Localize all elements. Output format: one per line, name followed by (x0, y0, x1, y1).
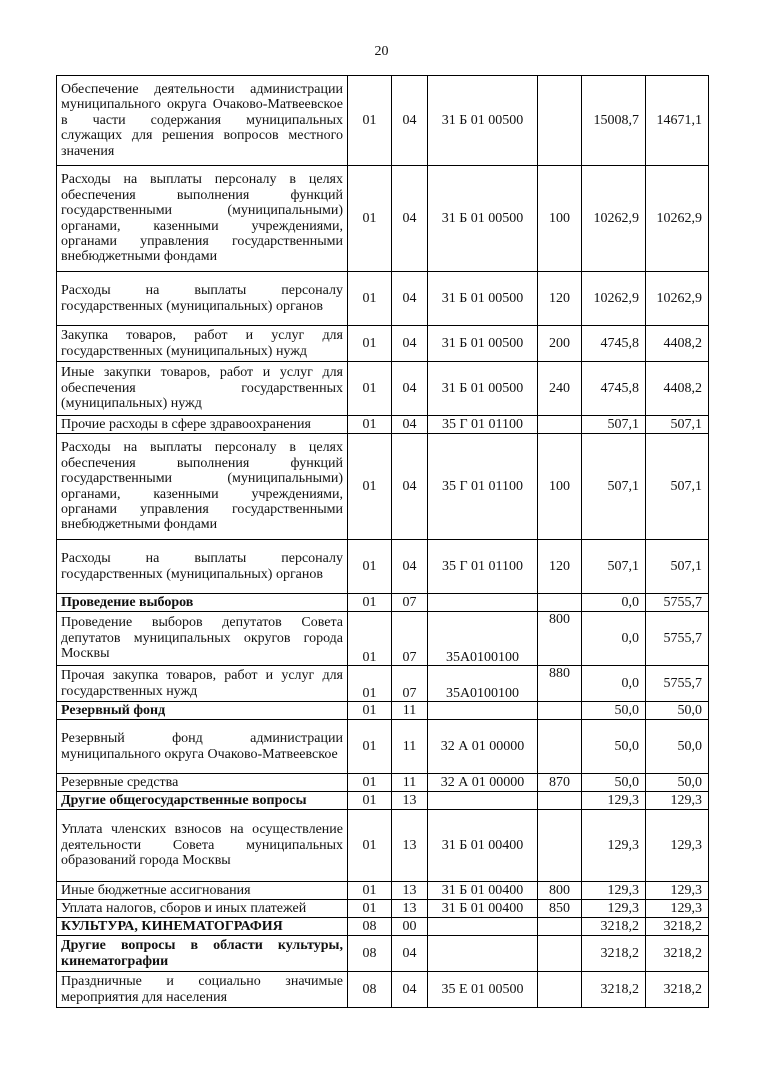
section-code-cell: 01 (348, 882, 392, 900)
amount-year1-cell: 10262,9 (582, 166, 646, 272)
section-code-cell: 01 (348, 434, 392, 540)
table-row (57, 612, 709, 666)
amount-year2-cell: 10262,9 (646, 272, 709, 326)
target-article-cell: 35А0100100 (428, 666, 538, 702)
section-code-cell: 01 (348, 362, 392, 416)
expense-name-cell: Расходы на выплаты персоналу государственных (муниципальных) органов (57, 272, 348, 326)
expense-name-cell: Расходы на выплаты персоналу в целях обеспечения выполнения функций государственными (муниципальными) органами, казенными учреждениями, органами управления государственными внебюджетными фондами (57, 434, 348, 540)
page-number: 20 (374, 44, 389, 59)
amount-year2-cell: 507,1 (646, 540, 709, 594)
subsection-code-cell: 11 (392, 702, 428, 720)
budget-table-body (57, 76, 709, 1008)
expense-type-cell: 880 (538, 666, 582, 702)
amount-year1-cell: 4745,8 (582, 326, 646, 362)
target-article-cell: 32 А 01 00000 (428, 774, 538, 792)
expense-name-cell: Другие вопросы в области культуры, кинематографии (57, 936, 348, 972)
target-article-cell: 31 Б 01 00400 (428, 882, 538, 900)
table-row (57, 702, 709, 720)
section-code-cell: 08 (348, 918, 392, 936)
subsection-code-cell: 11 (392, 774, 428, 792)
expense-type-cell: 120 (538, 272, 582, 326)
expense-name-cell: Проведение выборов (57, 594, 348, 612)
target-article-cell (428, 594, 538, 612)
section-code-cell: 01 (348, 272, 392, 326)
section-code-cell: 01 (348, 540, 392, 594)
expense-type-cell: 870 (538, 774, 582, 792)
target-article-cell (428, 936, 538, 972)
expense-type-cell (538, 416, 582, 434)
expense-type-cell (538, 810, 582, 882)
amount-year1-cell: 129,3 (582, 882, 646, 900)
amount-year2-cell: 4408,2 (646, 326, 709, 362)
target-article-cell (428, 792, 538, 810)
target-article-cell: 35 Г 01 01100 (428, 434, 538, 540)
table-row (57, 720, 709, 774)
target-article-cell: 31 Б 01 00500 (428, 76, 538, 166)
amount-year1-cell: 3218,2 (582, 936, 646, 972)
target-article-cell: 35 Г 01 01100 (428, 416, 538, 434)
amount-year1-cell: 129,3 (582, 792, 646, 810)
expense-name-cell: Резервные средства (57, 774, 348, 792)
table-row (57, 76, 709, 166)
expense-name-cell: Праздничные и социально значимые мероприятия для населения (57, 972, 348, 1008)
expense-type-cell (538, 594, 582, 612)
table-row (57, 666, 709, 702)
section-code-cell: 01 (348, 166, 392, 272)
amount-year1-cell: 3218,2 (582, 918, 646, 936)
subsection-code-cell: 04 (392, 76, 428, 166)
expense-name-cell: КУЛЬТУРА, КИНЕМАТОГРАФИЯ (57, 918, 348, 936)
table-row (57, 166, 709, 272)
subsection-code-cell: 13 (392, 882, 428, 900)
amount-year1-cell: 15008,7 (582, 76, 646, 166)
amount-year1-cell: 50,0 (582, 774, 646, 792)
target-article-cell: 31 Б 01 00500 (428, 362, 538, 416)
target-article-cell: 35 Г 01 01100 (428, 540, 538, 594)
amount-year2-cell: 5755,7 (646, 594, 709, 612)
amount-year2-cell: 129,3 (646, 810, 709, 882)
amount-year2-cell: 507,1 (646, 416, 709, 434)
table-row (57, 918, 709, 936)
table-row (57, 540, 709, 594)
amount-year2-cell: 507,1 (646, 434, 709, 540)
expense-name-cell: Уплата налогов, сборов и иных платежей (57, 900, 348, 918)
subsection-code-cell: 07 (392, 612, 428, 666)
subsection-code-cell: 07 (392, 594, 428, 612)
expense-type-cell (538, 918, 582, 936)
subsection-code-cell: 04 (392, 936, 428, 972)
section-code-cell: 08 (348, 972, 392, 1008)
expense-type-cell (538, 702, 582, 720)
target-article-cell: 32 А 01 00000 (428, 720, 538, 774)
expense-type-cell: 120 (538, 540, 582, 594)
subsection-code-cell: 11 (392, 720, 428, 774)
amount-year2-cell: 5755,7 (646, 612, 709, 666)
expense-name-cell: Обеспечение деятельности администрации муниципального округа Очаково-Матвеевское в части содержания муниципальных служащих для решения вопросов местного значения (57, 76, 348, 166)
expense-type-cell: 100 (538, 166, 582, 272)
expense-type-cell (538, 936, 582, 972)
target-article-cell: 31 Б 01 00400 (428, 900, 538, 918)
subsection-code-cell: 04 (392, 326, 428, 362)
section-code-cell: 01 (348, 666, 392, 702)
expense-type-cell (538, 720, 582, 774)
expense-name-cell: Иные бюджетные ассигнования (57, 882, 348, 900)
expense-type-cell (538, 972, 582, 1008)
section-code-cell: 01 (348, 326, 392, 362)
expense-name-cell: Иные закупки товаров, работ и услуг для обеспечения государственных (муниципальных) нужд (57, 362, 348, 416)
amount-year2-cell: 4408,2 (646, 362, 709, 416)
table-row (57, 972, 709, 1008)
amount-year1-cell: 10262,9 (582, 272, 646, 326)
target-article-cell: 31 Б 01 00400 (428, 810, 538, 882)
table-row (57, 792, 709, 810)
expense-type-cell: 800 (538, 612, 582, 666)
amount-year2-cell: 3218,2 (646, 972, 709, 1008)
amount-year1-cell: 507,1 (582, 434, 646, 540)
table-row (57, 594, 709, 612)
budget-table (56, 75, 709, 1008)
subsection-code-cell: 13 (392, 900, 428, 918)
subsection-code-cell: 13 (392, 792, 428, 810)
amount-year1-cell: 507,1 (582, 540, 646, 594)
target-article-cell (428, 918, 538, 936)
expense-type-cell: 850 (538, 900, 582, 918)
expense-type-cell: 100 (538, 434, 582, 540)
subsection-code-cell: 04 (392, 540, 428, 594)
expense-name-cell: Резервный фонд (57, 702, 348, 720)
subsection-code-cell: 04 (392, 272, 428, 326)
table-row (57, 362, 709, 416)
amount-year2-cell: 3218,2 (646, 918, 709, 936)
section-code-cell: 01 (348, 76, 392, 166)
table-row (57, 882, 709, 900)
amount-year2-cell: 129,3 (646, 882, 709, 900)
section-code-cell: 01 (348, 720, 392, 774)
target-article-cell (428, 702, 538, 720)
expense-name-cell: Прочая закупка товаров, работ и услуг для государственных нужд (57, 666, 348, 702)
expense-name-cell: Расходы на выплаты персоналу в целях обеспечения выполнения функций государственными (муниципальными) органами, казенными учреждениями, органами управления государственными внебюджетными фондами (57, 166, 348, 272)
section-code-cell: 01 (348, 900, 392, 918)
expense-name-cell: Прочие расходы в сфере здравоохранения (57, 416, 348, 434)
subsection-code-cell: 04 (392, 166, 428, 272)
table-row (57, 272, 709, 326)
expense-name-cell: Другие общегосударственные вопросы (57, 792, 348, 810)
amount-year1-cell: 507,1 (582, 416, 646, 434)
target-article-cell: 31 Б 01 00500 (428, 166, 538, 272)
amount-year2-cell: 129,3 (646, 900, 709, 918)
amount-year1-cell: 3218,2 (582, 972, 646, 1008)
expense-name-cell: Расходы на выплаты персоналу государственных (муниципальных) органов (57, 540, 348, 594)
section-code-cell: 01 (348, 774, 392, 792)
target-article-cell: 31 Б 01 00500 (428, 272, 538, 326)
target-article-cell: 35 Е 01 00500 (428, 972, 538, 1008)
expense-type-cell: 800 (538, 882, 582, 900)
amount-year2-cell: 50,0 (646, 702, 709, 720)
table-row (57, 774, 709, 792)
expense-type-cell: 200 (538, 326, 582, 362)
amount-year2-cell: 3218,2 (646, 936, 709, 972)
amount-year1-cell: 4745,8 (582, 362, 646, 416)
subsection-code-cell: 04 (392, 362, 428, 416)
target-article-cell: 35А0100100 (428, 612, 538, 666)
expense-type-cell (538, 76, 582, 166)
table-row (57, 326, 709, 362)
subsection-code-cell: 04 (392, 972, 428, 1008)
section-code-cell: 08 (348, 936, 392, 972)
expense-type-cell (538, 792, 582, 810)
amount-year1-cell: 129,3 (582, 810, 646, 882)
table-row (57, 416, 709, 434)
amount-year1-cell: 129,3 (582, 900, 646, 918)
subsection-code-cell: 00 (392, 918, 428, 936)
amount-year2-cell: 5755,7 (646, 666, 709, 702)
expense-name-cell: Закупка товаров, работ и услуг для государственных (муниципальных) нужд (57, 326, 348, 362)
subsection-code-cell: 13 (392, 810, 428, 882)
table-row (57, 810, 709, 882)
section-code-cell: 01 (348, 792, 392, 810)
expense-type-cell: 240 (538, 362, 582, 416)
amount-year1-cell: 50,0 (582, 702, 646, 720)
expense-name-cell: Проведение выборов депутатов Совета депутатов муниципальных округов города Москвы (57, 612, 348, 666)
section-code-cell: 01 (348, 612, 392, 666)
section-code-cell: 01 (348, 416, 392, 434)
amount-year1-cell: 0,0 (582, 612, 646, 666)
amount-year1-cell: 0,0 (582, 594, 646, 612)
amount-year2-cell: 14671,1 (646, 76, 709, 166)
section-code-cell: 01 (348, 810, 392, 882)
subsection-code-cell: 07 (392, 666, 428, 702)
subsection-code-cell: 04 (392, 434, 428, 540)
amount-year2-cell: 50,0 (646, 774, 709, 792)
table-row (57, 434, 709, 540)
section-code-cell: 01 (348, 594, 392, 612)
subsection-code-cell: 04 (392, 416, 428, 434)
expense-name-cell: Резервный фонд администрации муниципального округа Очаково-Матвеевское (57, 720, 348, 774)
amount-year1-cell: 0,0 (582, 666, 646, 702)
section-code-cell: 01 (348, 702, 392, 720)
amount-year2-cell: 50,0 (646, 720, 709, 774)
amount-year2-cell: 10262,9 (646, 166, 709, 272)
target-article-cell: 31 Б 01 00500 (428, 326, 538, 362)
table-row (57, 900, 709, 918)
amount-year2-cell: 129,3 (646, 792, 709, 810)
table-row (57, 936, 709, 972)
amount-year1-cell: 50,0 (582, 720, 646, 774)
expense-name-cell: Уплата членских взносов на осуществление деятельности Совета муниципальных образований города Москвы (57, 810, 348, 882)
